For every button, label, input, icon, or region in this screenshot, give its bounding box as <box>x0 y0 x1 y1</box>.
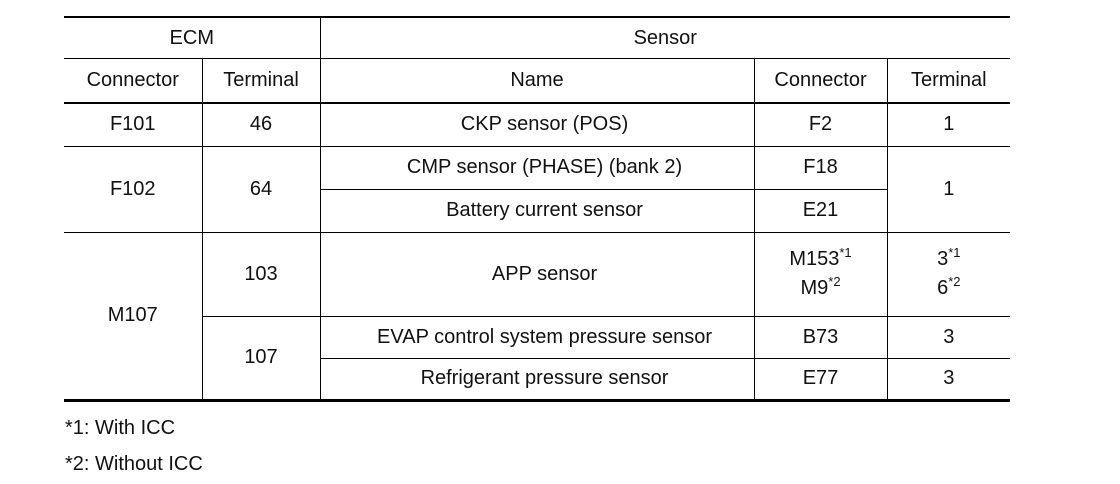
table-row <box>64 146 1010 189</box>
ecm-connector-cell: M107 <box>64 232 202 400</box>
header-ecm-connector: Connector <box>64 59 202 104</box>
header-sensor-name: Name <box>320 59 754 104</box>
footnote-ref: *1 <box>948 245 961 260</box>
footnote-ref: *2 <box>828 274 841 289</box>
sensor-terminal-cell: 3 <box>887 358 1010 400</box>
footnote-ref: *2 <box>948 274 961 289</box>
header-sensor-terminal: Terminal <box>887 59 1010 104</box>
connector-value: M9 <box>800 277 829 299</box>
ecm-sensor-table <box>64 16 1010 402</box>
ecm-connector-cell: F101 <box>64 103 202 146</box>
table-row <box>64 103 1010 146</box>
sensor-connector-cell: F2 <box>754 103 887 146</box>
sensor-connector-cell: B73 <box>754 316 887 358</box>
header-row-group <box>64 17 1010 59</box>
footnote-without-icc: *2: Without ICC <box>65 453 203 475</box>
ecm-terminal-cell: 64 <box>202 146 320 232</box>
sensor-terminal-cell: 1 <box>887 103 1010 146</box>
sensor-terminal-cell: 1 <box>887 146 1010 232</box>
ecm-connector-cell: F102 <box>64 146 202 232</box>
header-ecm: ECM <box>64 17 320 59</box>
terminal-value: 3 <box>937 248 949 270</box>
sensor-connector-cell <box>754 232 887 316</box>
footnote-with-icc: *1: With ICC <box>65 417 176 439</box>
footnote-ref: *1 <box>839 245 852 260</box>
sensor-name-cell: CKP sensor (POS) <box>320 103 754 146</box>
table-row <box>64 232 1010 316</box>
sensor-name-cell: Battery current sensor <box>320 189 754 232</box>
header-sensor: Sensor <box>320 17 1010 59</box>
ecm-terminal-cell: 103 <box>202 232 320 316</box>
header-sensor-connector: Connector <box>754 59 887 104</box>
header-row-columns <box>64 59 1010 104</box>
ecm-terminal-cell: 107 <box>202 316 320 400</box>
ecm-terminal-cell: 46 <box>202 103 320 146</box>
sensor-connector-cell: E21 <box>754 189 887 232</box>
sensor-name-cell: APP sensor <box>320 232 754 316</box>
connector-value: M153 <box>789 248 840 270</box>
sensor-terminal-cell: 3 <box>887 316 1010 358</box>
header-ecm-terminal: Terminal <box>202 59 320 104</box>
sensor-connector-cell: E77 <box>754 358 887 400</box>
sensor-name-cell: Refrigerant pressure sensor <box>320 358 754 400</box>
footnotes <box>65 410 203 482</box>
sensor-name-cell: EVAP control system pressure sensor <box>320 316 754 358</box>
table-row <box>64 316 1010 358</box>
sensor-connector-cell: F18 <box>754 146 887 189</box>
terminal-value: 6 <box>937 277 949 299</box>
sensor-terminal-cell <box>887 232 1010 316</box>
sensor-name-cell: CMP sensor (PHASE) (bank 2) <box>320 146 754 189</box>
